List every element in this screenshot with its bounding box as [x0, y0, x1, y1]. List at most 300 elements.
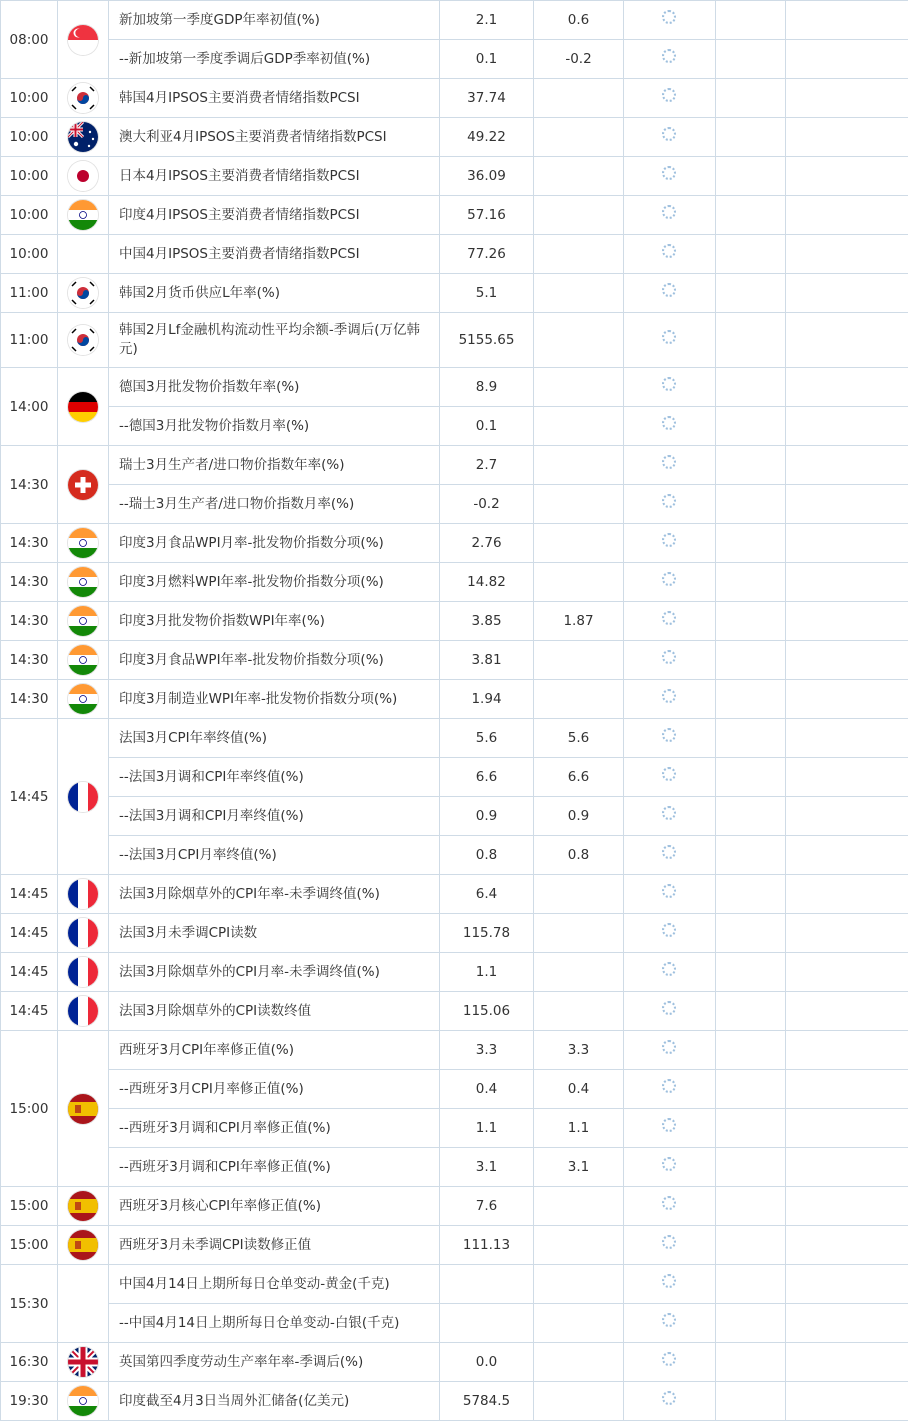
importance-cell: [716, 446, 786, 485]
importance-cell: [716, 1070, 786, 1109]
loading-spinner-icon: [662, 494, 676, 508]
forecast-value: [534, 563, 624, 602]
event-time: 16:30: [1, 1343, 58, 1382]
event-name[interactable]: 印度3月食品WPI月率-批发物价指数分项(%): [109, 524, 440, 563]
interpretation-cell: [786, 1382, 908, 1421]
event-name[interactable]: 韩国2月货币供应L年率(%): [109, 274, 440, 313]
previous-value: 8.9: [440, 368, 534, 407]
loading-spinner-icon: [662, 650, 676, 664]
event-time: 14:45: [1, 875, 58, 914]
previous-value: 3.3: [440, 1031, 534, 1070]
loading-spinner-icon: [662, 49, 676, 63]
previous-value: 5784.5: [440, 1382, 534, 1421]
interpretation-cell: [786, 313, 908, 368]
event-name[interactable]: 印度3月制造业WPI年率-批发物价指数分项(%): [109, 680, 440, 719]
interpretation-cell: [786, 1031, 908, 1070]
event-name[interactable]: --法国3月CPI月率终值(%): [109, 836, 440, 875]
actual-value-cell: [624, 875, 716, 914]
loading-spinner-icon: [662, 205, 676, 219]
interpretation-cell: [786, 446, 908, 485]
forecast-value: [534, 274, 624, 313]
country-flag-cell: [58, 602, 109, 641]
loading-spinner-icon: [662, 1352, 676, 1366]
loading-spinner-icon: [662, 884, 676, 898]
loading-spinner-icon: [662, 962, 676, 976]
fr-flag-icon: [68, 879, 98, 909]
table-row: [1, 446, 908, 485]
table-row: [1, 235, 908, 274]
event-name[interactable]: --西班牙3月CPI月率修正值(%): [109, 1070, 440, 1109]
actual-value-cell: [624, 1226, 716, 1265]
loading-spinner-icon: [662, 1391, 676, 1405]
actual-value-cell: [624, 719, 716, 758]
es-flag-icon: [68, 1094, 98, 1124]
table-row: [1, 875, 908, 914]
loading-spinner-icon: [662, 416, 676, 430]
forecast-value: 0.8: [534, 836, 624, 875]
table-row: [1, 914, 908, 953]
interpretation-cell: [786, 1265, 908, 1304]
event-time: 14:30: [1, 446, 58, 524]
sg-flag-icon: [68, 25, 98, 55]
loading-spinner-icon: [662, 728, 676, 742]
importance-cell: [716, 1148, 786, 1187]
forecast-value: [534, 446, 624, 485]
forecast-value: [534, 235, 624, 274]
event-name[interactable]: --西班牙3月调和CPI月率修正值(%): [109, 1109, 440, 1148]
actual-value-cell: [624, 368, 716, 407]
table-row: [1, 407, 908, 446]
event-name[interactable]: 西班牙3月CPI年率修正值(%): [109, 1031, 440, 1070]
actual-value-cell: [624, 118, 716, 157]
au-flag-icon: [68, 122, 98, 152]
event-name[interactable]: 法国3月除烟草外的CPI读数终值: [109, 992, 440, 1031]
previous-value: 1.94: [440, 680, 534, 719]
fr-flag-icon: [68, 918, 98, 948]
previous-value: 36.09: [440, 157, 534, 196]
forecast-value: [534, 1226, 624, 1265]
previous-value: 37.74: [440, 79, 534, 118]
interpretation-cell: [786, 235, 908, 274]
jp-flag-icon: [68, 161, 98, 191]
loading-spinner-icon: [662, 244, 676, 258]
country-flag-cell: [58, 719, 109, 875]
table-row: [1, 274, 908, 313]
event-time: 14:30: [1, 641, 58, 680]
importance-cell: [716, 1031, 786, 1070]
previous-value: 3.81: [440, 641, 534, 680]
table-row: [1, 196, 908, 235]
interpretation-cell: [786, 1070, 908, 1109]
importance-cell: [716, 563, 786, 602]
importance-cell: [716, 797, 786, 836]
interpretation-cell: [786, 758, 908, 797]
actual-value-cell: [624, 235, 716, 274]
previous-value: [440, 1265, 534, 1304]
actual-value-cell: [624, 157, 716, 196]
country-flag-cell: [58, 914, 109, 953]
actual-value-cell: [624, 1187, 716, 1226]
loading-spinner-icon: [662, 455, 676, 469]
in-flag-icon: [68, 684, 98, 714]
event-name[interactable]: 英国第四季度劳动生产率年率-季调后(%): [109, 1343, 440, 1382]
importance-cell: [716, 1382, 786, 1421]
previous-value: 0.1: [440, 407, 534, 446]
importance-cell: [716, 953, 786, 992]
loading-spinner-icon: [662, 806, 676, 820]
table-row: [1, 79, 908, 118]
previous-value: 5.6: [440, 719, 534, 758]
importance-cell: [716, 1109, 786, 1148]
previous-value: 5.1: [440, 274, 534, 313]
interpretation-cell: [786, 40, 908, 79]
actual-value-cell: [624, 40, 716, 79]
country-flag-cell: [58, 118, 109, 157]
event-name[interactable]: 印度3月批发物价指数WPI年率(%): [109, 602, 440, 641]
actual-value-cell: [624, 1070, 716, 1109]
event-name[interactable]: 法国3月除烟草外的CPI月率-未季调终值(%): [109, 953, 440, 992]
event-name[interactable]: --西班牙3月调和CPI年率修正值(%): [109, 1148, 440, 1187]
event-name[interactable]: 西班牙3月核心CPI年率修正值(%): [109, 1187, 440, 1226]
actual-value-cell: [624, 446, 716, 485]
in-flag-icon: [68, 1386, 98, 1416]
interpretation-cell: [786, 524, 908, 563]
actual-value-cell: [624, 407, 716, 446]
importance-cell: [716, 368, 786, 407]
event-name[interactable]: 日本4月IPSOS主要消费者情绪指数PCSI: [109, 157, 440, 196]
importance-cell: [716, 758, 786, 797]
importance-cell: [716, 407, 786, 446]
in-flag-icon: [68, 606, 98, 636]
interpretation-cell: [786, 680, 908, 719]
country-flag-cell: [58, 157, 109, 196]
kr-flag-icon: [68, 278, 98, 308]
previous-value: 0.1: [440, 40, 534, 79]
table-row: [1, 953, 908, 992]
table-row: [1, 563, 908, 602]
forecast-value: [534, 485, 624, 524]
previous-value: 2.7: [440, 446, 534, 485]
importance-cell: [716, 1265, 786, 1304]
event-time: 15:30: [1, 1265, 58, 1343]
in-flag-icon: [68, 567, 98, 597]
interpretation-cell: [786, 118, 908, 157]
table-row: [1, 1109, 908, 1148]
country-flag-cell: [58, 274, 109, 313]
table-row: [1, 524, 908, 563]
interpretation-cell: [786, 1187, 908, 1226]
event-time: 15:00: [1, 1031, 58, 1187]
loading-spinner-icon: [662, 1274, 676, 1288]
table-row: [1, 758, 908, 797]
country-flag-cell: [58, 79, 109, 118]
previous-value: 57.16: [440, 196, 534, 235]
actual-value-cell: [624, 1, 716, 40]
country-flag-cell: [58, 1, 109, 79]
in-flag-icon: [68, 645, 98, 675]
loading-spinner-icon: [662, 1157, 676, 1171]
event-time: 08:00: [1, 1, 58, 79]
forecast-value: [534, 1187, 624, 1226]
forecast-value: 3.3: [534, 1031, 624, 1070]
event-name[interactable]: --新加坡第一季度季调后GDP季率初值(%): [109, 40, 440, 79]
event-time: 19:30: [1, 1382, 58, 1421]
event-name[interactable]: 澳大利亚4月IPSOS主要消费者情绪指数PCSI: [109, 118, 440, 157]
event-name[interactable]: 印度3月食品WPI年率-批发物价指数分项(%): [109, 641, 440, 680]
forecast-value: [534, 368, 624, 407]
fr-flag-icon: [68, 957, 98, 987]
importance-cell: [716, 1226, 786, 1265]
actual-value-cell: [624, 1343, 716, 1382]
table-row: [1, 836, 908, 875]
table-row: [1, 1031, 908, 1070]
interpretation-cell: [786, 407, 908, 446]
loading-spinner-icon: [662, 689, 676, 703]
loading-spinner-icon: [662, 572, 676, 586]
event-name[interactable]: 印度3月燃料WPI年率-批发物价指数分项(%): [109, 563, 440, 602]
forecast-value: [534, 157, 624, 196]
previous-value: 3.85: [440, 602, 534, 641]
table-row: [1, 797, 908, 836]
event-name[interactable]: 韩国4月IPSOS主要消费者情绪指数PCSI: [109, 79, 440, 118]
forecast-value: [534, 953, 624, 992]
previous-value: 2.76: [440, 524, 534, 563]
previous-value: [440, 1304, 534, 1343]
actual-value-cell: [624, 758, 716, 797]
previous-value: 49.22: [440, 118, 534, 157]
loading-spinner-icon: [662, 845, 676, 859]
actual-value-cell: [624, 274, 716, 313]
event-name[interactable]: --中国4月14日上期所每日仓单变动-白银(千克): [109, 1304, 440, 1343]
forecast-value: 0.9: [534, 797, 624, 836]
interpretation-cell: [786, 1148, 908, 1187]
actual-value-cell: [624, 1382, 716, 1421]
loading-spinner-icon: [662, 1079, 676, 1093]
event-name[interactable]: --法国3月调和CPI年率终值(%): [109, 758, 440, 797]
actual-value-cell: [624, 992, 716, 1031]
fr-flag-icon: [68, 996, 98, 1026]
forecast-value: [534, 313, 624, 368]
table-row: [1, 40, 908, 79]
loading-spinner-icon: [662, 923, 676, 937]
importance-cell: [716, 602, 786, 641]
actual-value-cell: [624, 1109, 716, 1148]
actual-value-cell: [624, 1265, 716, 1304]
loading-spinner-icon: [662, 1040, 676, 1054]
table-row: [1, 602, 908, 641]
event-time: 10:00: [1, 196, 58, 235]
loading-spinner-icon: [662, 1118, 676, 1132]
event-time: 14:45: [1, 719, 58, 875]
interpretation-cell: [786, 274, 908, 313]
table-row: [1, 680, 908, 719]
previous-value: 0.4: [440, 1070, 534, 1109]
event-time: 14:45: [1, 953, 58, 992]
country-flag-cell: [58, 1265, 109, 1343]
loading-spinner-icon: [662, 1235, 676, 1249]
actual-value-cell: [624, 641, 716, 680]
actual-value-cell: [624, 485, 716, 524]
table-row: [1, 1070, 908, 1109]
event-name[interactable]: 法国3月未季调CPI读数: [109, 914, 440, 953]
event-time: 14:45: [1, 992, 58, 1031]
country-flag-cell: [58, 1226, 109, 1265]
previous-value: 111.13: [440, 1226, 534, 1265]
forecast-value: [534, 196, 624, 235]
loading-spinner-icon: [662, 10, 676, 24]
previous-value: 0.8: [440, 836, 534, 875]
importance-cell: [716, 274, 786, 313]
event-name[interactable]: --德国3月批发物价指数月率(%): [109, 407, 440, 446]
event-name[interactable]: 印度4月IPSOS主要消费者情绪指数PCSI: [109, 196, 440, 235]
interpretation-cell: [786, 196, 908, 235]
forecast-value: [534, 875, 624, 914]
previous-value: 3.1: [440, 1148, 534, 1187]
actual-value-cell: [624, 602, 716, 641]
table-row: [1, 1187, 908, 1226]
interpretation-cell: [786, 1343, 908, 1382]
previous-value: 0.9: [440, 797, 534, 836]
loading-spinner-icon: [662, 377, 676, 391]
event-time: 10:00: [1, 118, 58, 157]
actual-value-cell: [624, 196, 716, 235]
country-flag-cell: [58, 524, 109, 563]
event-time: 15:00: [1, 1187, 58, 1226]
actual-value-cell: [624, 563, 716, 602]
forecast-value: [534, 118, 624, 157]
actual-value-cell: [624, 797, 716, 836]
forecast-value: -0.2: [534, 40, 624, 79]
forecast-value: [534, 914, 624, 953]
country-flag-cell: [58, 680, 109, 719]
importance-cell: [716, 485, 786, 524]
event-time: 10:00: [1, 235, 58, 274]
actual-value-cell: [624, 313, 716, 368]
interpretation-cell: [786, 563, 908, 602]
forecast-value: [534, 407, 624, 446]
table-row: [1, 1343, 908, 1382]
previous-value: 6.4: [440, 875, 534, 914]
forecast-value: [534, 79, 624, 118]
event-name[interactable]: 韩国2月Lf金融机构流动性平均余额-季调后(万亿韩元): [109, 313, 440, 368]
ch-flag-icon: [68, 470, 98, 500]
country-flag-cell: [58, 875, 109, 914]
forecast-value: 6.6: [534, 758, 624, 797]
forecast-value: 1.1: [534, 1109, 624, 1148]
event-name[interactable]: --瑞士3月生产者/进口物价指数月率(%): [109, 485, 440, 524]
previous-value: 1.1: [440, 953, 534, 992]
importance-cell: [716, 118, 786, 157]
event-name[interactable]: 德国3月批发物价指数年率(%): [109, 368, 440, 407]
importance-cell: [716, 836, 786, 875]
interpretation-cell: [786, 157, 908, 196]
country-flag-cell: [58, 1031, 109, 1187]
actual-value-cell: [624, 524, 716, 563]
loading-spinner-icon: [662, 166, 676, 180]
previous-value: 115.78: [440, 914, 534, 953]
forecast-value: [534, 1304, 624, 1343]
table-row: [1, 118, 908, 157]
importance-cell: [716, 875, 786, 914]
importance-cell: [716, 196, 786, 235]
previous-value: -0.2: [440, 485, 534, 524]
event-name[interactable]: 中国4月IPSOS主要消费者情绪指数PCSI: [109, 235, 440, 274]
previous-value: 77.26: [440, 235, 534, 274]
importance-cell: [716, 719, 786, 758]
country-flag-cell: [58, 992, 109, 1031]
loading-spinner-icon: [662, 1001, 676, 1015]
previous-value: 1.1: [440, 1109, 534, 1148]
forecast-value: 1.87: [534, 602, 624, 641]
event-name[interactable]: 西班牙3月未季调CPI读数修正值: [109, 1226, 440, 1265]
table-row: [1, 719, 908, 758]
previous-value: 6.6: [440, 758, 534, 797]
event-name[interactable]: 法国3月CPI年率终值(%): [109, 719, 440, 758]
event-time: 15:00: [1, 1226, 58, 1265]
previous-value: 0.0: [440, 1343, 534, 1382]
interpretation-cell: [786, 992, 908, 1031]
table-row: [1, 1382, 908, 1421]
event-time: 14:30: [1, 602, 58, 641]
table-row: [1, 641, 908, 680]
interpretation-cell: [786, 1304, 908, 1343]
country-flag-cell: [58, 1382, 109, 1421]
table-row: [1, 368, 908, 407]
interpretation-cell: [786, 914, 908, 953]
interpretation-cell: [786, 368, 908, 407]
table-row: [1, 313, 908, 368]
event-time: 14:30: [1, 563, 58, 602]
event-name[interactable]: 瑞士3月生产者/进口物价指数年率(%): [109, 446, 440, 485]
country-flag-cell: [58, 1187, 109, 1226]
previous-value: 115.06: [440, 992, 534, 1031]
gb-flag-icon: [68, 1347, 98, 1377]
importance-cell: [716, 40, 786, 79]
previous-value: 5155.65: [440, 313, 534, 368]
event-name[interactable]: --法国3月调和CPI月率终值(%): [109, 797, 440, 836]
event-name[interactable]: 法国3月除烟草外的CPI年率-未季调终值(%): [109, 875, 440, 914]
country-flag-cell: [58, 1343, 109, 1382]
event-name[interactable]: 中国4月14日上期所每日仓单变动-黄金(千克): [109, 1265, 440, 1304]
importance-cell: [716, 235, 786, 274]
forecast-value: 0.4: [534, 1070, 624, 1109]
fr-flag-icon: [68, 782, 98, 812]
loading-spinner-icon: [662, 1196, 676, 1210]
table-row: [1, 1265, 908, 1304]
importance-cell: [716, 641, 786, 680]
interpretation-cell: [786, 1, 908, 40]
importance-cell: [716, 524, 786, 563]
es-flag-icon: [68, 1230, 98, 1260]
event-name[interactable]: 新加坡第一季度GDP年率初值(%): [109, 1, 440, 40]
previous-value: 2.1: [440, 1, 534, 40]
loading-spinner-icon: [662, 330, 676, 344]
event-name[interactable]: 印度截至4月3日当周外汇储备(亿美元): [109, 1382, 440, 1421]
country-flag-cell: [58, 563, 109, 602]
interpretation-cell: [786, 1226, 908, 1265]
table-row: [1, 1304, 908, 1343]
interpretation-cell: [786, 1109, 908, 1148]
es-flag-icon: [68, 1191, 98, 1221]
importance-cell: [716, 1, 786, 40]
country-flag-cell: [58, 313, 109, 368]
table-row: [1, 992, 908, 1031]
table-row: [1, 157, 908, 196]
event-time: 14:30: [1, 524, 58, 563]
country-flag-cell: [58, 446, 109, 524]
interpretation-cell: [786, 875, 908, 914]
table-row: [1, 1, 908, 40]
